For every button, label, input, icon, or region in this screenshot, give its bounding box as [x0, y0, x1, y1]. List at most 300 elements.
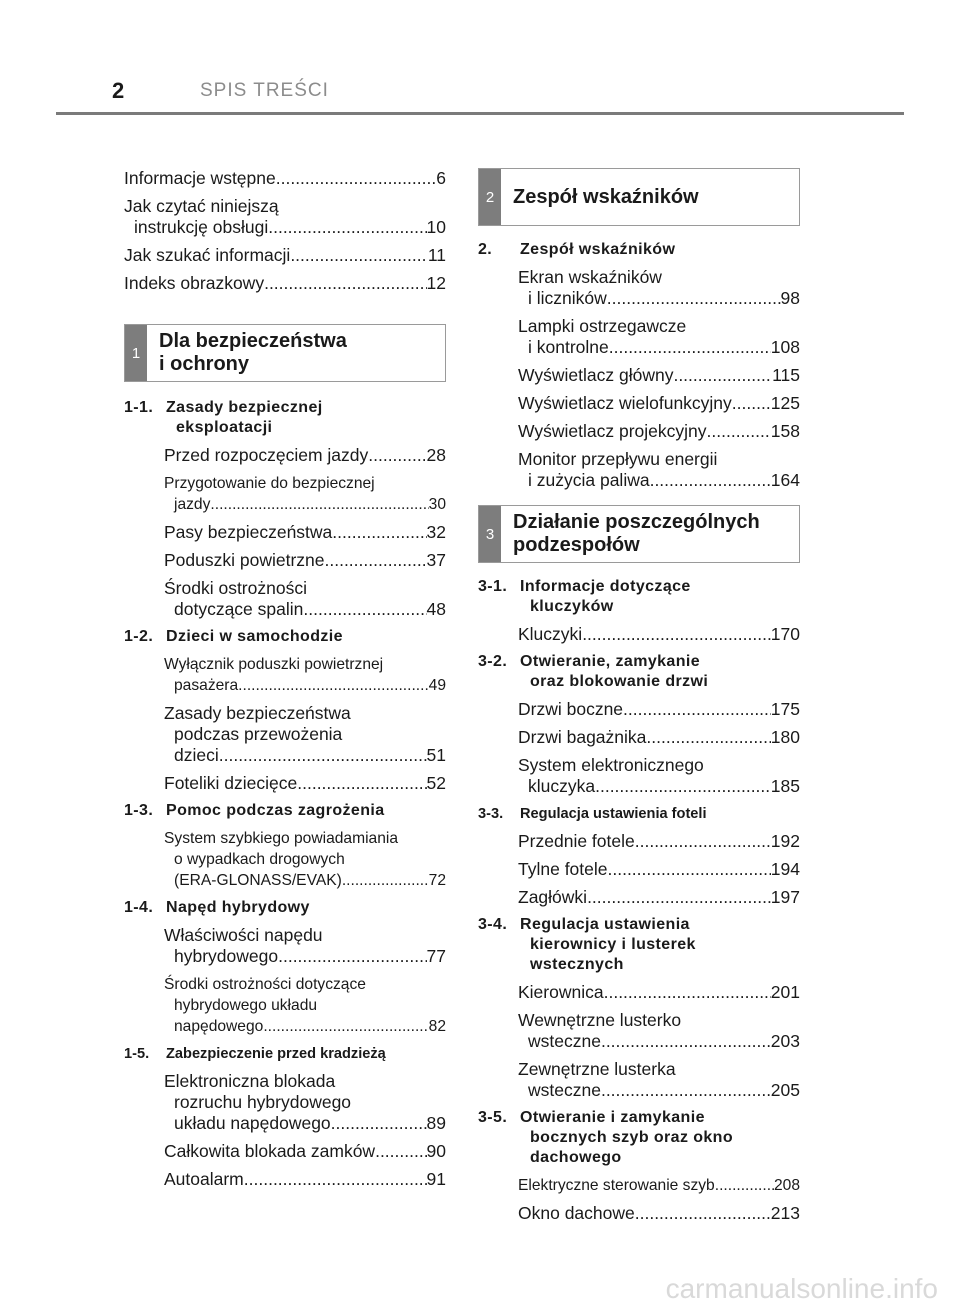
toc-entry-line [518, 699, 800, 720]
toc-page-number: 175 [770, 699, 800, 719]
section-heading [124, 898, 446, 918]
toc-entry-title: Monitor przepływu energii [518, 449, 718, 469]
toc-entry-text [518, 1059, 800, 1101]
toc-entry-text [164, 1169, 446, 1190]
toc-page-number: 91 [426, 1169, 446, 1189]
toc-entry[interactable] [478, 699, 800, 720]
toc-entry-title: System elektronicznego [518, 755, 704, 775]
section-title [520, 804, 800, 824]
toc-entry[interactable] [124, 245, 446, 266]
toc-entry-title: wsteczne [528, 1080, 601, 1100]
section-title-line: Otwieranie i zamykanie [520, 1109, 705, 1126]
section-number: 3-5. [478, 1109, 508, 1126]
toc-entry-text [124, 245, 446, 266]
toc-entry[interactable] [478, 267, 800, 309]
chapter-banner [478, 168, 800, 226]
toc-page-number: 82 [428, 1018, 446, 1035]
toc-page-number: 52 [426, 773, 446, 793]
section-title-line: oraz blokowanie drzwi [530, 673, 709, 690]
toc-leader-dots [732, 393, 771, 414]
toc-leader-dots [264, 273, 426, 294]
toc-page-number: 164 [770, 470, 800, 490]
toc-leader-dots [331, 1113, 427, 1134]
toc-entry-text [164, 1071, 446, 1134]
section-title-line: Otwieranie, zamykanie [520, 653, 701, 670]
section-title [166, 801, 446, 821]
toc-entry-line [518, 337, 800, 358]
toc-entry-title: Przed rozpoczęciem jazdy [164, 445, 369, 465]
toc-entry-text [124, 168, 446, 189]
toc-entry-line [518, 316, 800, 337]
toc-leader-dots [707, 421, 771, 442]
toc-entry-title: Środki ostrożności dotyczące [164, 976, 366, 993]
toc-leader-dots [715, 1175, 774, 1196]
section-title-line: Napęd hybrydowy [166, 899, 310, 916]
section-number: 1-1. [124, 399, 154, 416]
toc-leader-dots [650, 470, 771, 491]
toc-entry[interactable] [478, 421, 800, 442]
toc-entry-line [124, 168, 446, 189]
header-divider [56, 112, 904, 115]
toc-entry-title: pasażera [174, 677, 239, 694]
toc-entry[interactable] [124, 473, 446, 515]
toc-page-number: 6 [436, 168, 446, 188]
toc-leader-dots [268, 217, 426, 238]
toc-entry-text [164, 828, 446, 891]
toc-entry[interactable] [124, 578, 446, 620]
toc-entry-line [124, 196, 446, 217]
toc-entry[interactable] [478, 316, 800, 358]
toc-leader-dots [278, 946, 426, 967]
toc-page-number: 98 [780, 288, 800, 308]
section-title [520, 652, 800, 692]
toc-entry-text [518, 982, 800, 1003]
toc-leader-dots [623, 699, 771, 720]
toc-leader-dots [297, 773, 426, 794]
section-title-line: Zasady bezpiecznej [166, 399, 323, 416]
toc-entry[interactable] [478, 1203, 800, 1224]
toc-entry-text [518, 887, 800, 908]
chapter-2 [478, 168, 800, 491]
chapter-title [159, 330, 347, 376]
toc-entry[interactable] [478, 755, 800, 797]
toc-entry-line [124, 217, 446, 238]
toc-entry-text [518, 859, 800, 880]
section-heading [478, 1108, 800, 1168]
toc-entry-line [124, 273, 446, 294]
toc-entry-line [164, 828, 446, 849]
toc-leader-dots [609, 337, 771, 358]
toc-entry-line [164, 925, 446, 946]
section-title [520, 577, 800, 617]
chapter-tab-number: 3 [479, 506, 501, 562]
toc-page-number: 32 [426, 522, 446, 542]
toc-entry-line [164, 773, 446, 794]
toc-entry-title: i kontrolne [528, 337, 609, 357]
section-title [520, 240, 800, 260]
toc-leader-dots [368, 445, 426, 466]
toc-leader-dots [587, 887, 771, 908]
toc-entry-line [164, 473, 446, 494]
toc-entry-line [518, 1080, 800, 1101]
section-title-line: eksploatacji [176, 419, 273, 436]
toc-entry-text [518, 1175, 800, 1196]
toc-page-number: 30 [428, 496, 446, 513]
toc-entry-line [518, 1059, 800, 1080]
toc-entry[interactable] [124, 445, 446, 466]
toc-right-column [478, 168, 800, 1231]
toc-entry[interactable] [124, 273, 446, 294]
toc-page-number: 197 [770, 887, 800, 907]
toc-leader-dots [290, 245, 428, 266]
toc-entry-title: Jak szukać informacji [124, 245, 291, 265]
toc-entry-text [518, 1203, 800, 1224]
toc-entry-text [518, 624, 800, 645]
toc-entry[interactable] [124, 168, 446, 189]
toc-leader-dots [635, 1203, 771, 1224]
chapter-title-line: Zespół wskaźników [513, 185, 699, 208]
page-number: 2 [112, 78, 125, 103]
toc-entry-text [518, 421, 800, 442]
toc-entry-text [518, 699, 800, 720]
section-title-line: Pomoc podczas zagrożenia [166, 802, 385, 819]
toc-entry-text [164, 550, 446, 571]
toc-entry-title: Kluczyki [518, 624, 583, 644]
toc-entry-line [518, 831, 800, 852]
toc-entry-text [164, 654, 446, 696]
toc-entry-line [518, 727, 800, 748]
toc-entry-text [518, 393, 800, 414]
toc-leader-dots [342, 870, 429, 891]
toc-entry-line [518, 470, 800, 491]
toc-entry-title: Przednie fotele [518, 831, 635, 851]
toc-entry-line [164, 870, 446, 891]
toc-leader-dots [210, 494, 428, 515]
page-header-title: SPIS TREŚCI [200, 80, 329, 101]
toc-page-number: 11 [427, 245, 446, 265]
toc-entry[interactable] [124, 925, 446, 967]
toc-entry[interactable] [124, 1071, 446, 1134]
toc-entry-title: Poduszki powietrzne [164, 550, 325, 570]
toc-entry-text [518, 365, 800, 386]
toc-leader-dots [601, 1031, 771, 1052]
toc-entry-line [124, 245, 446, 266]
section-title [166, 398, 446, 438]
toc-entry-line [164, 703, 446, 724]
toc-page-number: 89 [426, 1113, 446, 1133]
section-number: 3-3. [478, 806, 504, 822]
toc-entry-title: podczas przewożenia [174, 724, 343, 744]
toc-entry-line [164, 550, 446, 571]
toc-entry-title: Całkowita blokada zamków [164, 1141, 376, 1161]
toc-leader-dots [601, 1080, 771, 1101]
toc-entry-text [164, 703, 446, 766]
toc-entry[interactable] [124, 196, 446, 238]
toc-entry-title: jazdy [174, 496, 211, 513]
section-title-line: Regulacja ustawienia [520, 916, 690, 933]
chapter-tab-number: 2 [479, 169, 501, 225]
toc-entry-title: Zasady bezpieczeństwa [164, 703, 351, 723]
toc-entry-title: Indeks obrazkowy [124, 273, 265, 293]
toc-entry-title: o wypadkach drogowych [174, 851, 345, 868]
toc-entry-line [164, 1169, 446, 1190]
toc-entry-line [164, 1113, 446, 1134]
chapter-title [513, 511, 760, 557]
toc-entry-line [518, 421, 800, 442]
toc-leader-dots [582, 624, 771, 645]
toc-entry[interactable] [478, 393, 800, 414]
toc-entry-title: Tylne fotele [518, 859, 608, 879]
toc-entry-line [164, 946, 446, 967]
toc-entry-text [124, 196, 446, 238]
toc-leader-dots [595, 776, 771, 797]
section-title-line: Informacje dotyczące [520, 578, 691, 595]
toc-leader-dots [303, 599, 426, 620]
toc-entry[interactable] [124, 550, 446, 571]
toc-leader-dots [673, 365, 772, 386]
toc-entry-line [518, 1031, 800, 1052]
toc-entry-title: Informacje wstępne [124, 168, 276, 188]
toc-entry-line [518, 1010, 800, 1031]
section-title-line: wstecznych [530, 956, 624, 973]
toc-page-number: 185 [770, 776, 800, 796]
section-number: 2. [478, 241, 493, 258]
toc-page-number: 125 [770, 393, 800, 413]
toc-page-number: 158 [770, 421, 800, 441]
toc-page-number: 170 [770, 624, 800, 644]
chapter-banner [124, 324, 446, 382]
section-heading [478, 804, 800, 824]
section-heading [478, 577, 800, 617]
toc-entry-title: i liczników [528, 288, 607, 308]
section-heading [478, 652, 800, 692]
toc-page-number: 213 [770, 1203, 800, 1223]
toc-page-number: 12 [426, 273, 446, 293]
section-number: 3-2. [478, 653, 508, 670]
toc-entry[interactable] [478, 859, 800, 880]
section-number: 1-4. [124, 899, 154, 916]
toc-entry-text [164, 925, 446, 967]
toc-entry-line [164, 849, 446, 870]
toc-entry-title: układu napędowego [174, 1113, 331, 1133]
chapter-tab-number: 1 [125, 325, 147, 381]
toc-entry-title: Ekran wskaźników [518, 267, 662, 287]
section-heading [124, 398, 446, 438]
toc-entry-line [518, 267, 800, 288]
toc-entry-text [518, 727, 800, 748]
toc-entry-line [164, 599, 446, 620]
toc-entry-text [164, 522, 446, 543]
toc-leader-dots [607, 288, 781, 309]
toc-entry-title: Wyświetlacz wielofunkcyjny [518, 393, 732, 413]
toc-entry[interactable] [478, 1059, 800, 1101]
toc-entry-text [518, 755, 800, 797]
toc-entry-title: Jak czytać niniejszą [124, 196, 279, 216]
toc-page-number: 194 [770, 859, 800, 879]
toc-entry-text [164, 578, 446, 620]
toc-leader-dots [219, 745, 427, 766]
toc-entry[interactable] [478, 727, 800, 748]
toc-entry-text [164, 974, 446, 1037]
toc-entry-title: Drzwi boczne [518, 699, 624, 719]
toc-entry-line [164, 445, 446, 466]
section-heading [124, 801, 446, 821]
toc-entry-title: Pasy bezpieczeństwa [164, 522, 333, 542]
toc-entry-title: Kierownica [518, 982, 604, 1002]
toc-leader-dots [263, 1016, 428, 1037]
section-number: 3-4. [478, 916, 508, 933]
toc-entry-title: wsteczne [528, 1031, 601, 1051]
toc-page-number: 203 [770, 1031, 800, 1051]
toc-entry-title: Drzwi bagażnika [518, 727, 647, 747]
section-title [166, 1044, 446, 1064]
section-title-line: kluczyków [530, 598, 614, 615]
toc-entry[interactable] [478, 365, 800, 386]
toc-page-number: 90 [426, 1141, 446, 1161]
toc-entry-text [164, 773, 446, 794]
toc-entry-title: Wyświetlacz projekcyjny [518, 421, 707, 441]
chapter-banner [478, 505, 800, 563]
toc-entry-line [164, 522, 446, 543]
toc-left-column [124, 168, 446, 1197]
toc-leader-dots [635, 831, 771, 852]
chapter-3 [478, 505, 800, 1224]
toc-leader-dots [375, 1141, 426, 1162]
toc-entry-line [518, 1203, 800, 1224]
toc-leader-dots [244, 1169, 427, 1190]
toc-entry-line [164, 654, 446, 675]
section-heading [124, 1044, 446, 1064]
toc-entry-title: Autoalarm [164, 1169, 244, 1189]
section-title [520, 1108, 800, 1168]
toc-entry[interactable] [124, 828, 446, 891]
toc-entry-title: rozruchu hybrydowego [174, 1092, 352, 1112]
toc-entry[interactable] [478, 831, 800, 852]
section-title [166, 627, 446, 647]
section-title-line: Regulacja ustawienia foteli [520, 806, 707, 822]
toc-entry[interactable] [124, 974, 446, 1037]
toc-leader-dots [238, 675, 428, 696]
toc-entry[interactable] [478, 982, 800, 1003]
section-title-line: bocznych szyb oraz okno [530, 1129, 734, 1146]
toc-entry-line [518, 982, 800, 1003]
watermark: carmanualsonline.info [665, 1273, 938, 1304]
section-title [166, 898, 446, 918]
toc-entry-title: Lampki ostrzegawcze [518, 316, 687, 336]
toc-entry-line [518, 449, 800, 470]
toc-entry-title: kluczyka [528, 776, 596, 796]
toc-entry-title: Elektryczne sterowanie szyb [518, 1177, 715, 1194]
chapter-title [513, 186, 699, 209]
section-title-line: Dzieci w samochodzie [166, 628, 343, 645]
toc-leader-dots [608, 859, 771, 880]
toc-entry-title: Środki ostrożności [164, 578, 307, 598]
toc-entry[interactable] [478, 449, 800, 491]
section-title-line: Zabezpieczenie przed kradzieżą [166, 1046, 386, 1062]
section-number: 1-2. [124, 628, 154, 645]
toc-entry-line [518, 624, 800, 645]
toc-entry[interactable] [124, 654, 446, 696]
toc-entry[interactable] [478, 624, 800, 645]
toc-entry[interactable] [124, 773, 446, 794]
toc-entry[interactable] [124, 1169, 446, 1190]
section-title [520, 915, 800, 975]
toc-entry-text [518, 449, 800, 491]
toc-entry-title: Foteliki dziecięce [164, 773, 298, 793]
toc-entry-title: Zewnętrzne lusterka [518, 1059, 676, 1079]
toc-entry-line [518, 365, 800, 386]
toc-leader-dots [604, 982, 771, 1003]
toc-leader-dots [325, 550, 427, 571]
toc-page-number: 77 [426, 946, 446, 966]
section-number: 1-5. [124, 1046, 150, 1062]
toc-entry-line [164, 974, 446, 995]
toc-entry-line [518, 776, 800, 797]
toc-page-number: 72 [428, 872, 446, 889]
chapter-title-line: i ochrony [159, 353, 250, 375]
toc-entry[interactable] [124, 1141, 446, 1162]
toc-entry-line [164, 494, 446, 515]
chapter-1 [124, 324, 446, 1190]
toc-entry-line [164, 745, 446, 766]
toc-page-number: 208 [773, 1177, 800, 1194]
toc-entry-text [164, 1141, 446, 1162]
toc-entry[interactable] [478, 1175, 800, 1196]
toc-entry-line [518, 755, 800, 776]
toc-entry-text [124, 273, 446, 294]
toc-page-number: 48 [426, 599, 446, 619]
section-title-line: dachowego [530, 1149, 622, 1166]
toc-entry-title: System szybkiego powiadamiania [164, 830, 399, 847]
toc-entry-title: hybrydowego [174, 946, 279, 966]
toc-entry[interactable] [124, 703, 446, 766]
toc-entry-text [518, 267, 800, 309]
toc-page-number: 51 [426, 745, 446, 765]
toc-page-number: 180 [770, 727, 800, 747]
section-number: 1-3. [124, 802, 154, 819]
toc-entry[interactable] [124, 522, 446, 543]
chapter-title-line: Dla bezpieczeństwa [159, 330, 347, 352]
toc-entry-title: Wyłącznik poduszki powietrznej [164, 656, 384, 673]
section-heading [478, 240, 800, 260]
section-number: 3-1. [478, 578, 508, 595]
toc-entry[interactable] [478, 1010, 800, 1052]
toc-entry[interactable] [478, 887, 800, 908]
toc-entry-line [164, 578, 446, 599]
section-heading [478, 915, 800, 975]
toc-leader-dots [332, 522, 426, 543]
toc-entry-title: Właściwości napędu [164, 925, 323, 945]
toc-entry-line [518, 887, 800, 908]
toc-entry-text [518, 831, 800, 852]
toc-leader-dots [646, 727, 770, 748]
toc-entry-line [164, 675, 446, 696]
toc-entry-line [164, 1141, 446, 1162]
toc-entry-text [164, 445, 446, 466]
toc-page-number: 201 [770, 982, 800, 1002]
toc-entry-title: (ERA-GLONASS/EVAK) [174, 872, 342, 889]
toc-entry-line [518, 1175, 800, 1196]
toc-entry-line [518, 859, 800, 880]
toc-page-number: 192 [770, 831, 800, 851]
toc-entry-title: hybrydowego układu [174, 997, 318, 1014]
section-title-line: Zespół wskaźników [520, 241, 676, 258]
toc-page-number: 205 [770, 1080, 800, 1100]
toc-entry-line [164, 1016, 446, 1037]
toc-entry-text [518, 1010, 800, 1052]
toc-entry-title: Przygotowanie do bezpiecznej [164, 475, 375, 492]
toc-entry-title: dotyczące spalin [174, 599, 304, 619]
